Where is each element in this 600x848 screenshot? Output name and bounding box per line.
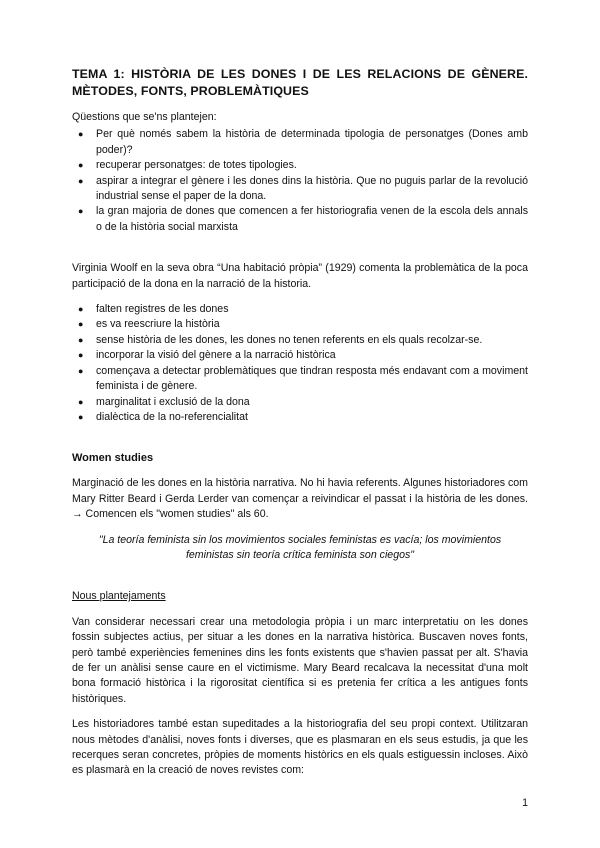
bullet-dot-icon: ● [78,129,84,140]
list-item: ● es va reescriure la història [72,317,528,332]
nous-plantejaments-heading: Nous plantejaments [72,590,166,603]
nous-paragraph-1: Van considerar necessari crear una metodologia pròpia i un marc interpretatiu on les dones fossin subjectes actius, per situar a les dones en la narrativa històrica. Buscaven noves fonts, però també experiències femenines dins les fonts existents que s'havien passat per alt. S'havia de fer un anàlisi sense caure en el victimisme. Mary Beard recalcava la necessitat d'una molt bona formació històrica i la rigorositat científica si es pretenia fer crítica a les antigues fonts històriques. [72,615,528,705]
page-number: 1 [522,797,528,809]
questions-list [72,127,528,235]
spacer [72,707,528,717]
women-studies-heading: Women studies [72,452,154,465]
list-item: ● recuperar personatges: de totes tipologies. [72,158,528,173]
woolf-paragraph: Virginia Woolf en la seva obra “Una habitació pròpia” (1929) comenta la problemàtica de la poca participació de la dona en la narració de la historia. [72,262,528,290]
spacer [72,425,528,451]
bullet-dot-icon: ● [78,334,84,345]
document-body [72,66,528,779]
women-studies-paragraph: Marginació de les dones en la història narrativa. No hi havia referents. Algunes historiadores com Mary Ritter Beard i Gerda Lerder van començar a reivindicar el passat i la història de les dones. → Comencen els "women studies" als 60. [72,477,528,521]
questions-intro: Qüestions que se'ns plantejen: [72,111,217,123]
bullet-dot-icon: ● [78,350,84,361]
bullet-dot-icon: ● [78,206,84,217]
bullet-dot-icon: ● [78,304,84,315]
spacer [72,563,528,589]
feminist-theory-quote: "La teoría feminista sin los movimientos sociales feministas es vacía; los movimientos feministas sin teoría crítica feminista son ciegos" [98,533,502,561]
spacer [72,235,528,261]
list-item: ● falten registres de les dones [72,302,528,317]
list-item: ● sense història de les dones, les dones no tenen referents en els quals recolzar-se. [72,333,528,348]
list-item: ● Per què només sabem la història de determinada tipologia de personatges (Dones amb poder)? [78,128,528,156]
list-item: ● incorporar la visió del gènere a la narració històrica [72,348,528,363]
list-item: ● marginalitat i exclusió de la dona [72,395,528,410]
spacer [72,292,528,300]
spacer [72,466,528,476]
document-title: TEMA 1: HISTÒRIA DE LES DONES I DE LES RELACIONS DE GÈNERE. MÈTODES, FONTS, PROBLEMÀTIQUES [72,67,528,98]
list-item: ● la gran majoria de dones que comencen a fer historiografia venen de la escola dels annals o de la història social marxista [78,205,528,233]
list-item: ● dialèctica de la no-referencialitat [72,410,528,425]
nous-paragraph-2: Les historiadores també estan supeditades a la historiografia del seu propi context. Utilitzaran nous mètodes d'anàlisi, noves fonts i diverses, que es plasmaran en els seus estudis, ja que les recerques seran concretes, pròpies de moments històrics en els quals estiguessin incloses. Això es plasmarà en la creació de noves revistes com: [72,718,528,777]
bullet-dot-icon: ● [78,365,84,376]
list-item: ● començava a detectar problemàtiques que tindran resposta més endavant com a moviment feminista i de gènere. [78,364,528,393]
list-item: ● aspirar a integrar el gènere i les dones dins la història. Que no puguis parlar de la revolució industrial sense el paper de la dona. [78,174,528,203]
bullet-dot-icon: ● [78,396,84,407]
spacer [72,605,528,615]
bullet-dot-icon: ● [78,175,84,186]
bullet-dot-icon: ● [78,411,84,422]
bullet-dot-icon: ● [78,160,84,171]
bullet-dot-icon: ● [78,319,84,330]
spacer [72,523,528,533]
woolf-points-list [72,302,528,425]
